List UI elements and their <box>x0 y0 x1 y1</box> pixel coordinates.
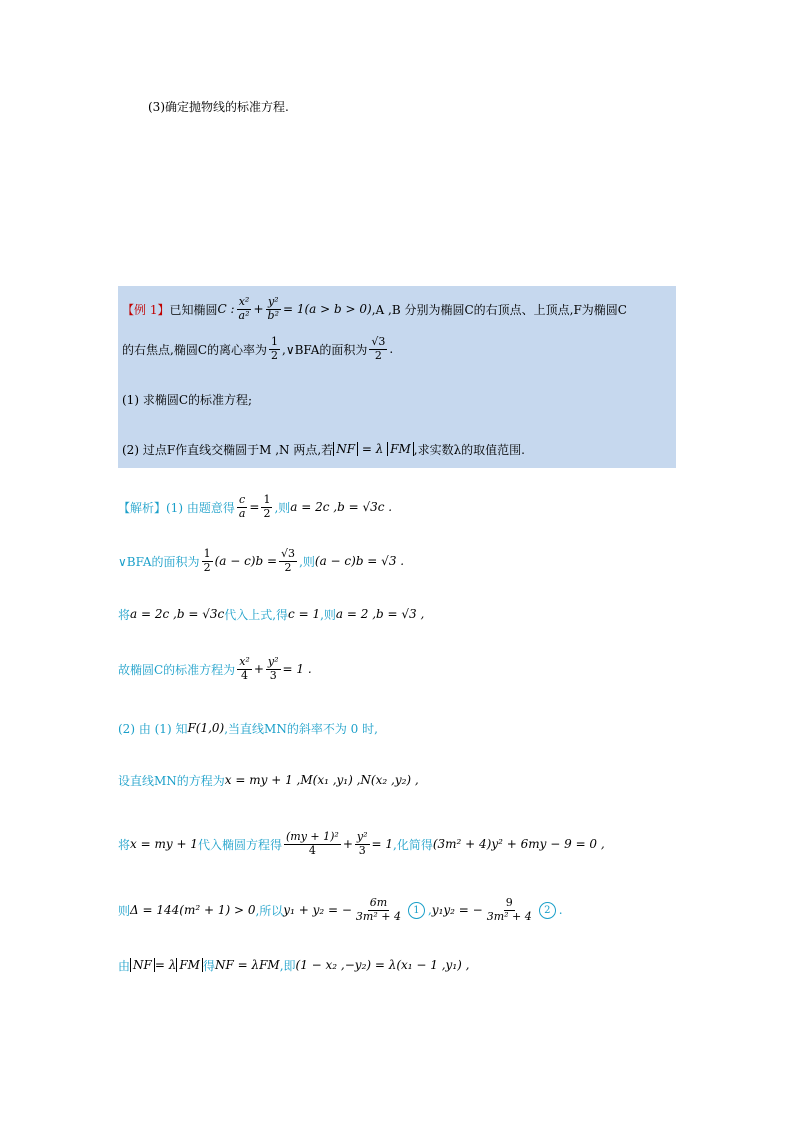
product-roots-frac: $\frac{9}{\text{3m² + 4}}$ <box>486 895 532 923</box>
solution-line2-eq: (a − c)b = √3 . <box>314 554 405 568</box>
y2-over-3-frac: $\frac{\text{y²}}{3}$ <box>267 654 279 682</box>
example-q2-b: ,求实数λ的取值范围. <box>413 442 525 457</box>
solution-line-2: ∨BFA的面积为 $\frac{1}{2}$ (a − c)b = $\frac{√3}{2}$ ,则 (a − c)b = √3 . <box>118 546 405 574</box>
solution-line3-eq1: a = 2c ,b = √3c <box>130 607 225 621</box>
solution-line1-eq: a = 2c ,b = √3c . <box>290 500 393 514</box>
example-line-1: 【例 1】 已知椭圆 C : $\frac{\text{x²}}{\text{a²}}$ + $\frac{\text{y²}}{\text{b²}}$ = 1(a > b > 0) ,A ,B 分别为椭圆C的右顶点、上顶点,F为椭圆C <box>122 294 627 322</box>
intro-item-3: (3)确定抛物线的标准方程. <box>148 100 289 114</box>
vector-fm-abs-2: FM <box>176 958 203 972</box>
x2-over-4-frac: $\frac{\text{x²}}{4}$ <box>239 654 250 682</box>
sum-roots-frac: $\frac{6m}{\text{3m² + 4}}$ <box>355 895 401 923</box>
vector-fm-abs: FM <box>387 442 414 456</box>
solution-line-1: 【解析】(1) 由题意得 $\frac{c}{a}$ = $\frac{1}{2}$ ,则 a = 2c ,b = √3c . <box>118 492 393 520</box>
example-q1-text: (1) 求椭圆C的标准方程; <box>122 392 253 407</box>
marker-1: 1 <box>408 902 425 919</box>
solution-line-3: 将 a = 2c ,b = √3c 代入上式,得 c = 1 ,则 a = 2 ,b = √3 , <box>118 607 425 622</box>
quadratic-equation: (3m² + 4)y² + 6my − 9 = 0 , <box>432 837 605 851</box>
area-frac: $\frac{√3}{2}$ <box>371 334 386 362</box>
example-q1 <box>122 390 252 408</box>
example-q2-a: (2) 过点F作直线交椭圆于M ,N 两点,若 <box>122 442 334 457</box>
half-frac: $\frac{1}{2}$ <box>263 492 271 520</box>
marker-2: 2 <box>539 902 556 919</box>
eccentricity-frac: $\frac{1}{2}$ <box>271 334 278 362</box>
half-frac-2: $\frac{1}{2}$ <box>203 546 211 574</box>
my-plus-1-frac: $\frac{\text{(my + 1)²}}{4}$ <box>285 829 339 857</box>
solution-line2-b: ,则 <box>299 554 315 569</box>
solution-line2-a: ∨BFA的面积为 <box>118 554 200 569</box>
solution-line4-eq: = 1 . <box>282 662 312 676</box>
example-line2-b: ,∨BFA的面积为 <box>282 342 368 357</box>
ellipse-condition: = 1(a > b > 0) <box>283 302 372 316</box>
example-tag: 【例 1】 <box>122 302 170 317</box>
example-line1-a: 已知椭圆 <box>169 302 218 317</box>
solution-line-5: (2) 由 (1) 知 F(1,0) ,当直线MN的斜率不为 0 时, <box>118 721 378 736</box>
solution-line-7: 将 x = my + 1 代入椭圆方程得 $\frac{\text{(my + 1)²}}{4}$ + $\frac{\text{y²}}{3}$ = 1 ,化简得 (3m² + 4)y² + 6my − 9 = 0 , <box>118 829 605 857</box>
solution-line-4: 故椭圆C的标准方程为 $\frac{\text{x²}}{4}$ + $\frac{\text{y²}}{3}$ = 1 . <box>118 654 312 682</box>
vector-nf-abs-2: NF <box>130 958 155 972</box>
root3-half-frac: $\frac{√3}{2}$ <box>281 546 296 574</box>
example-line-2 <box>122 334 393 364</box>
solution-line-8: 则 Δ = 144(m² + 1) > 0 ,所以 y₁ + y₂ = − $\frac{6m}{\text{3m² + 4}}$ 1 , y₁y₂ = − $\frac{9}{\text{3m² + 4}}$ 2 . <box>118 895 563 923</box>
ellipse-y-frac: $\frac{\text{y²}}{\text{b²}}$ <box>267 294 279 322</box>
example-line2-c: . <box>389 342 394 356</box>
line-mn-equation: x = my + 1 ,M(x₁ ,y₁) ,N(x₂ ,y₂) , <box>224 773 419 787</box>
solution-heading: 【解析】(1) 由题意得 <box>118 500 235 515</box>
solution-line3-eq2: c = 1 <box>288 607 321 621</box>
discriminant: Δ = 144(m² + 1) > 0 <box>130 903 256 917</box>
vector-nf-abs: NF <box>333 442 358 456</box>
solution-line3-eq3: a = 2 ,b = √3 , <box>335 607 425 621</box>
example-line2-a: 的右焦点,椭圆C的离心率为 <box>122 342 267 357</box>
example-q2: (2) 过点F作直线交椭圆于M ,N 两点,若 NF = λ FM ,求实数λ的取值范围. <box>122 442 525 457</box>
y2-over-3-frac-2: $\frac{\text{y²}}{3}$ <box>356 829 368 857</box>
focus-point: F(1,0) <box>187 721 225 735</box>
solution-line-6: 设直线MN的方程为 x = my + 1 ,M(x₁ ,y₁) ,N(x₂ ,y₂) , <box>118 773 419 788</box>
ca-frac: $\frac{c}{a}$ <box>238 492 246 520</box>
example-line1-b: ,A ,B 分别为椭圆C的右顶点、上顶点,F为椭圆C <box>371 302 627 317</box>
coordinate-relation: (1 − x₂ ,−y₂) = λ(x₁ − 1 ,y₁) , <box>295 958 470 972</box>
ellipse-x-frac: $\frac{\text{x²}}{\text{a²}}$ <box>238 294 250 322</box>
ellipse-name: C : <box>217 302 235 316</box>
solution-line1-b: ,则 <box>274 500 291 515</box>
solution-line-9: 由 NF = λ FM 得 NF = λFM ,即 (1 − x₂ ,−y₂) = λ(x₁ − 1 ,y₁) , <box>118 958 470 973</box>
vector-relation: NF = λFM <box>214 958 280 972</box>
